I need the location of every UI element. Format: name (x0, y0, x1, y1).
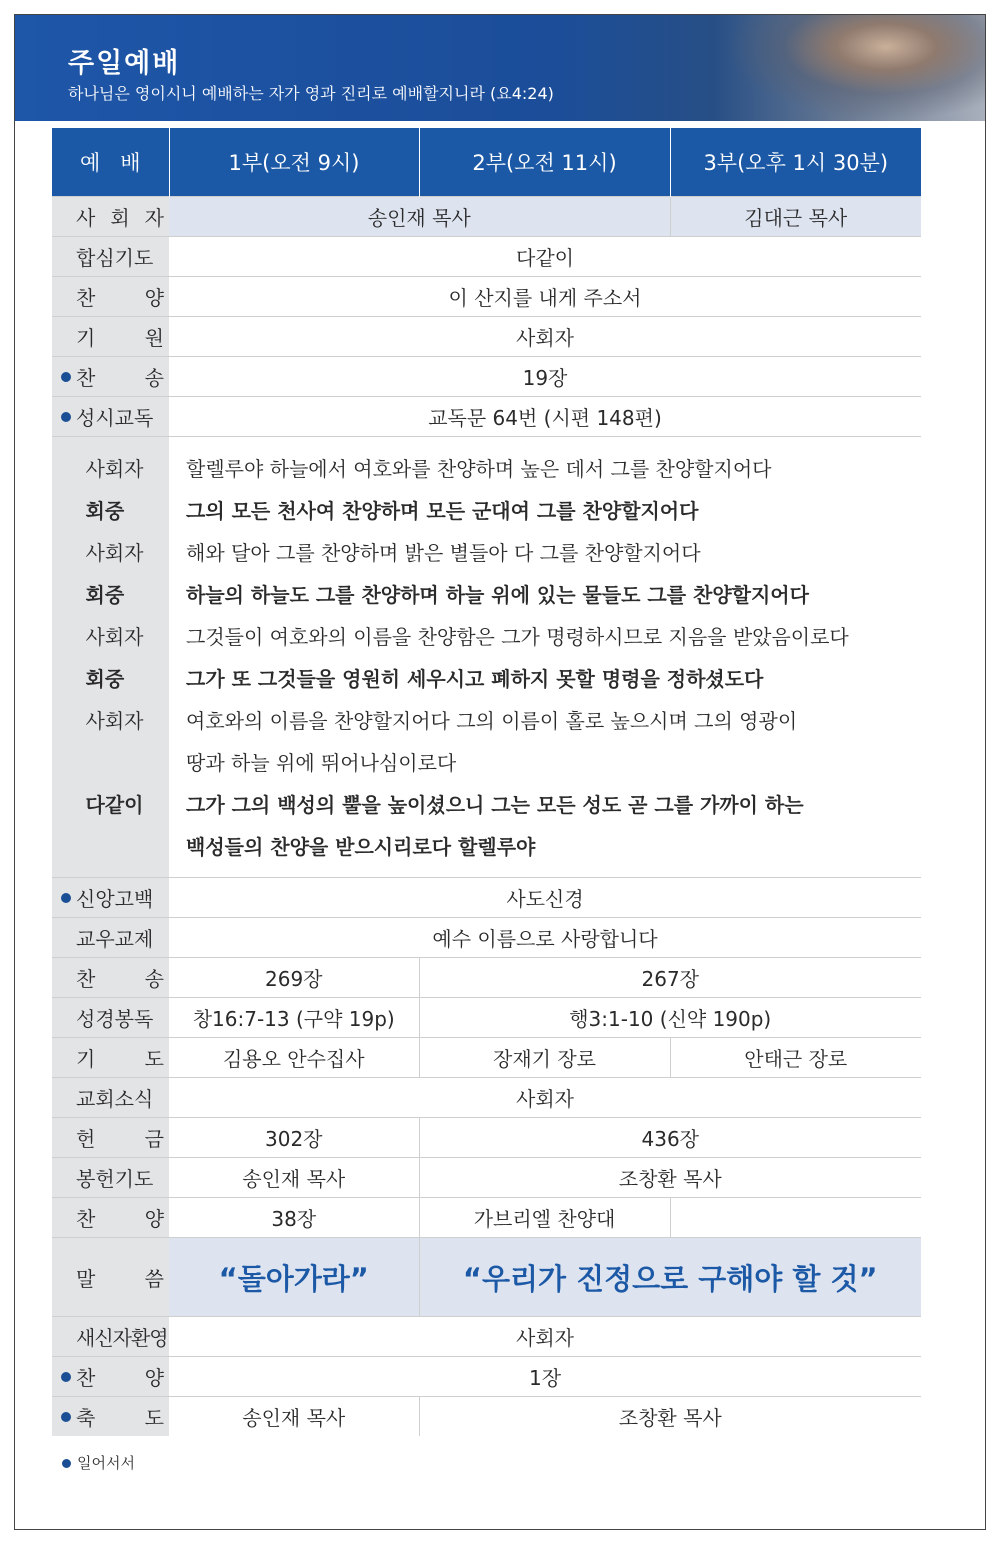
standing-dot-icon (61, 893, 71, 903)
reading-text: 여호와의 이름을 찬양할지어다 그의 이름이 홀로 높으시며 그의 영광이 (186, 709, 798, 733)
row-label: 말 씀 (76, 1266, 164, 1291)
sermon-title-first: “돌아가라” (169, 1238, 419, 1317)
row-value: 사회자 (169, 1078, 921, 1118)
reading-line (52, 784, 921, 826)
sermon-title-second: “우리가 진정으로 구해야 할 것” (419, 1238, 921, 1317)
reading-speaker (52, 616, 169, 658)
row-value: 1장 (169, 1357, 921, 1397)
row-responsive-reading (52, 397, 921, 437)
row-label: 합심기도 (76, 246, 154, 270)
col-header-first: 1부(오전 9시) (169, 128, 419, 197)
reading-speaker (52, 574, 169, 616)
row-value: 19장 (169, 357, 921, 397)
row-news (52, 1078, 921, 1118)
row-label: 찬 양 (76, 1207, 164, 1231)
footnote-text: 일어서서 (77, 1454, 135, 1472)
row-offering (52, 1118, 921, 1158)
row-label: 축 도 (76, 1406, 164, 1430)
reading-line (52, 574, 921, 616)
row-invocation (52, 317, 921, 357)
row-value: 조창환 목사 (419, 1158, 921, 1198)
row-value: 김용오 안수집사 (169, 1038, 419, 1078)
row-label: 찬 송 (76, 967, 164, 991)
row-creed (52, 878, 921, 918)
page-title: 주일예배 (68, 48, 181, 79)
reading-speaker-label: 사회자 (85, 625, 144, 649)
praying-hands-image (725, 15, 985, 121)
reading-speaker-label: 사회자 (85, 457, 144, 481)
row-scripture (52, 998, 921, 1038)
reading-speaker-label: 다같이 (85, 793, 144, 817)
row-value: 김대근 목사 (670, 197, 921, 237)
reading-text: 그것들이 여호와의 이름을 찬양함은 그가 명령하시므로 지음을 받았음이로다 (186, 625, 849, 649)
reading-text: 그의 모든 천사여 찬양하며 모든 군대여 그를 찬양할지어다 (186, 499, 699, 523)
row-value: 안태근 장로 (670, 1038, 921, 1078)
row-benediction (52, 1397, 921, 1437)
row-label: 찬 송 (76, 366, 164, 390)
responsive-reading-block (52, 437, 921, 878)
reading-line (52, 658, 921, 700)
reading-text: 백성들의 찬양을 받으시리로다 할렐루야 (186, 835, 536, 859)
row-label: 교회소식 (76, 1087, 154, 1111)
row-value: 사회자 (169, 1317, 921, 1357)
reading-line (52, 742, 921, 784)
row-label: 찬 양 (76, 286, 164, 310)
row-value: 사도신경 (169, 878, 921, 918)
reading-text: 그가 그의 백성의 뿔을 높이셨으니 그는 모든 성도 곧 그를 가까이 하는 (186, 793, 804, 817)
row-hymn (52, 357, 921, 397)
reading-speaker (52, 784, 169, 826)
row-praise-2 (52, 1198, 921, 1238)
row-label: 기 원 (76, 326, 164, 350)
header-verse: 하나님은 영이시니 예배하는 자가 영과 진리로 예배할지니라 (요4:24) (68, 84, 554, 103)
col-header-second: 2부(오전 11시) (419, 128, 670, 197)
reading-line (52, 532, 921, 574)
row-value: 436장 (419, 1118, 921, 1158)
reading-text: 그가 또 그것들을 영원히 세우시고 폐하지 못할 명령을 정하셨도다 (186, 667, 764, 691)
reading-speaker-label: 회중 (85, 667, 125, 691)
row-fellowship (52, 918, 921, 958)
row-offering-prayer (52, 1158, 921, 1198)
row-value: 267장 (419, 958, 921, 998)
row-value: 38장 (169, 1198, 419, 1238)
row-label: 신앙고백 (76, 887, 154, 911)
row-hymn-2 (52, 958, 921, 998)
row-label: 성경봉독 (76, 1007, 154, 1031)
row-value: 조창환 목사 (419, 1397, 921, 1437)
row-value: 송인재 목사 (169, 197, 670, 237)
responsive-reading-lines (52, 437, 921, 868)
reading-speaker (52, 700, 169, 742)
reading-speaker (52, 658, 169, 700)
row-value: 행3:1-10 (신약 190p) (419, 998, 921, 1038)
reading-line (52, 490, 921, 532)
header-banner (15, 15, 985, 121)
row-value: 송인재 목사 (169, 1158, 419, 1198)
row-value: 사회자 (169, 317, 921, 357)
row-label: 기 도 (76, 1047, 164, 1071)
reading-line (52, 700, 921, 742)
row-unison-prayer (52, 237, 921, 277)
row-prayer (52, 1038, 921, 1078)
reading-speaker-label: 회중 (85, 583, 125, 607)
row-label: 성시교독 (76, 406, 154, 430)
standing-dot-icon (62, 1459, 71, 1468)
reading-speaker (52, 448, 169, 490)
reading-text: 하늘의 하늘도 그를 찬양하며 하늘 위에 있는 물들도 그를 찬양할지어다 (186, 583, 809, 607)
row-value: 269장 (169, 958, 419, 998)
table-header-row (52, 128, 921, 197)
reading-speaker-label: 사회자 (85, 709, 144, 733)
row-sermon (52, 1238, 921, 1317)
row-value (670, 1198, 921, 1238)
reading-line (52, 826, 921, 868)
row-value: 이 산지를 내게 주소서 (169, 277, 921, 317)
col-header-third: 3부(오후 1시 30분) (670, 128, 921, 197)
row-label: 찬 양 (76, 1366, 164, 1390)
reading-speaker (52, 742, 169, 784)
reading-text: 할렐루야 하늘에서 여호와를 찬양하며 높은 데서 그를 찬양할지어다 (186, 457, 772, 481)
row-label: 헌 금 (76, 1127, 164, 1151)
standing-dot-icon (61, 412, 71, 422)
row-hymn-3 (52, 1357, 921, 1397)
reading-speaker (52, 826, 169, 868)
row-welcome (52, 1317, 921, 1357)
row-value: 창16:7-13 (구약 19p) (169, 998, 419, 1038)
reading-line (52, 448, 921, 490)
reading-speaker-label: 사회자 (85, 541, 144, 565)
worship-order-table (52, 128, 921, 1436)
standing-dot-icon (61, 1412, 71, 1422)
reading-speaker-label: 회중 (85, 499, 125, 523)
row-value: 장재기 장로 (419, 1038, 670, 1078)
row-value: 가브리엘 찬양대 (419, 1198, 670, 1238)
col-header-service: 예 배 (52, 128, 169, 197)
row-value: 교독문 64번 (시편 148편) (169, 397, 921, 437)
row-value: 예수 이름으로 사랑합니다 (169, 918, 921, 958)
row-label: 교우교제 (76, 927, 154, 951)
reading-speaker (52, 490, 169, 532)
footnote (62, 1452, 135, 1473)
reading-text: 해와 달아 그를 찬양하며 밝은 별들아 다 그를 찬양할지어다 (186, 541, 701, 565)
row-label: 새신자환영 (76, 1326, 168, 1350)
row-label: 사 회 자 (76, 206, 164, 230)
row-leader (52, 197, 921, 237)
row-label: 봉헌기도 (76, 1167, 154, 1191)
row-value: 송인재 목사 (169, 1397, 419, 1437)
reading-text: 땅과 하늘 위에 뛰어나심이로다 (186, 751, 457, 775)
row-praise (52, 277, 921, 317)
row-value: 302장 (169, 1118, 419, 1158)
row-value: 다같이 (169, 237, 921, 277)
reading-line (52, 616, 921, 658)
reading-speaker (52, 532, 169, 574)
standing-dot-icon (61, 1372, 71, 1382)
standing-dot-icon (61, 372, 71, 382)
